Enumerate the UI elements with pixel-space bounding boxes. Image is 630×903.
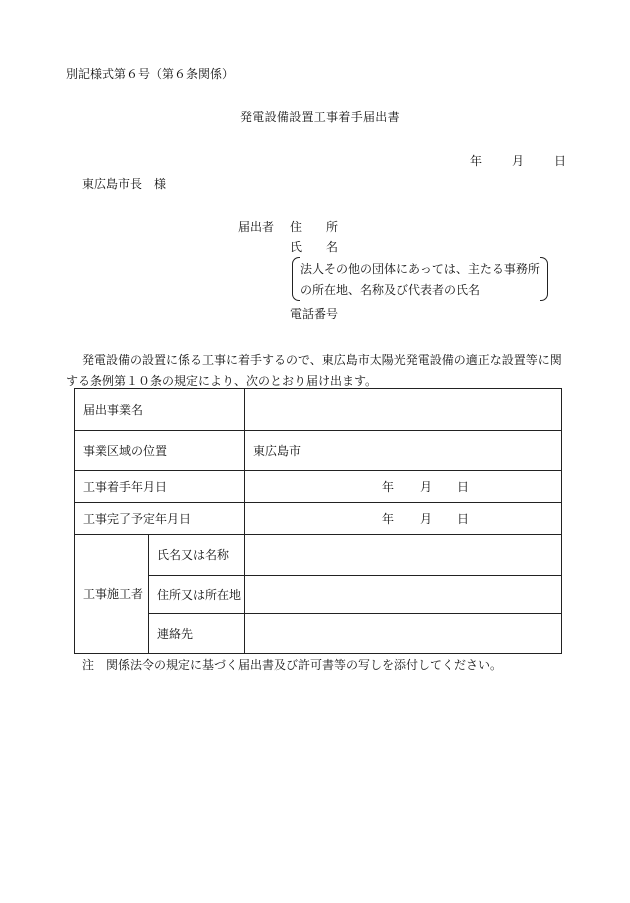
intro-paragraph: [66, 350, 566, 392]
start-date-label: 工事着手年月日: [75, 471, 245, 503]
start-month-label: 月: [420, 479, 433, 494]
end-month-label: 月: [420, 511, 433, 526]
date-day-label: 日: [554, 154, 567, 168]
corporate-note-line2: の所在地、名称及び代表者の氏名: [300, 283, 481, 297]
contractor-address-field[interactable]: [245, 576, 562, 614]
addressee: 東広島市長 様: [82, 177, 167, 191]
date-month-label: 月: [512, 154, 525, 168]
applicant-name-label: 氏 名: [290, 240, 339, 254]
form-table: [74, 388, 562, 654]
end-day-label: 日: [457, 511, 470, 526]
location-label: 事業区域の位置: [75, 431, 245, 471]
table-row: [75, 535, 562, 576]
contractor-label: 工事施工者: [75, 535, 149, 654]
table-row: [75, 503, 562, 535]
project-name-field[interactable]: [245, 389, 562, 431]
document-title: 発電設備設置工事着手届出書: [240, 110, 400, 124]
location-field[interactable]: 東広島市: [245, 431, 562, 471]
corporate-note-line1: 法人その他の団体にあっては、主たる事務所: [300, 262, 540, 276]
end-date-label: 工事完了予定年月日: [75, 503, 245, 535]
end-date-field[interactable]: [245, 503, 562, 535]
applicant-address-label: 住 所: [290, 220, 339, 234]
date-year-label: 年: [470, 154, 483, 168]
form-number: 別記様式第６号（第６条関係）: [66, 67, 235, 81]
start-date-field[interactable]: [245, 471, 562, 503]
contractor-address-label: 住所又は所在地: [149, 576, 245, 614]
start-day-label: 日: [457, 479, 470, 494]
right-bracket: [540, 257, 548, 301]
project-name-label: 届出事業名: [75, 389, 245, 431]
contractor-contact-label: 連絡先: [149, 614, 245, 654]
applicant-label: 届出者: [238, 220, 275, 234]
table-row: [75, 471, 562, 503]
corporate-note: [292, 257, 552, 303]
footnote: 注 関係法令の規定に基づく届出書及び許可書等の写しを添付してください。: [82, 658, 503, 672]
applicant-tel-label: 電話番号: [290, 307, 339, 321]
contractor-contact-field[interactable]: [245, 614, 562, 654]
left-bracket: [292, 257, 300, 301]
submission-date: [470, 155, 566, 167]
contractor-name-label: 氏名又は名称: [149, 535, 245, 576]
start-year-label: 年: [382, 479, 395, 494]
end-year-label: 年: [382, 511, 395, 526]
intro-text: 発電設備の設置に係る工事に着手するので、東広島市太陽光発電設備の適正な設置等に関する条例第１０条の規定により、次のとおり届け出ます。: [66, 353, 562, 388]
table-row: [75, 431, 562, 471]
table-row: [75, 576, 562, 614]
contractor-name-field[interactable]: [245, 535, 562, 576]
table-row: [75, 614, 562, 654]
table-row: [75, 389, 562, 431]
